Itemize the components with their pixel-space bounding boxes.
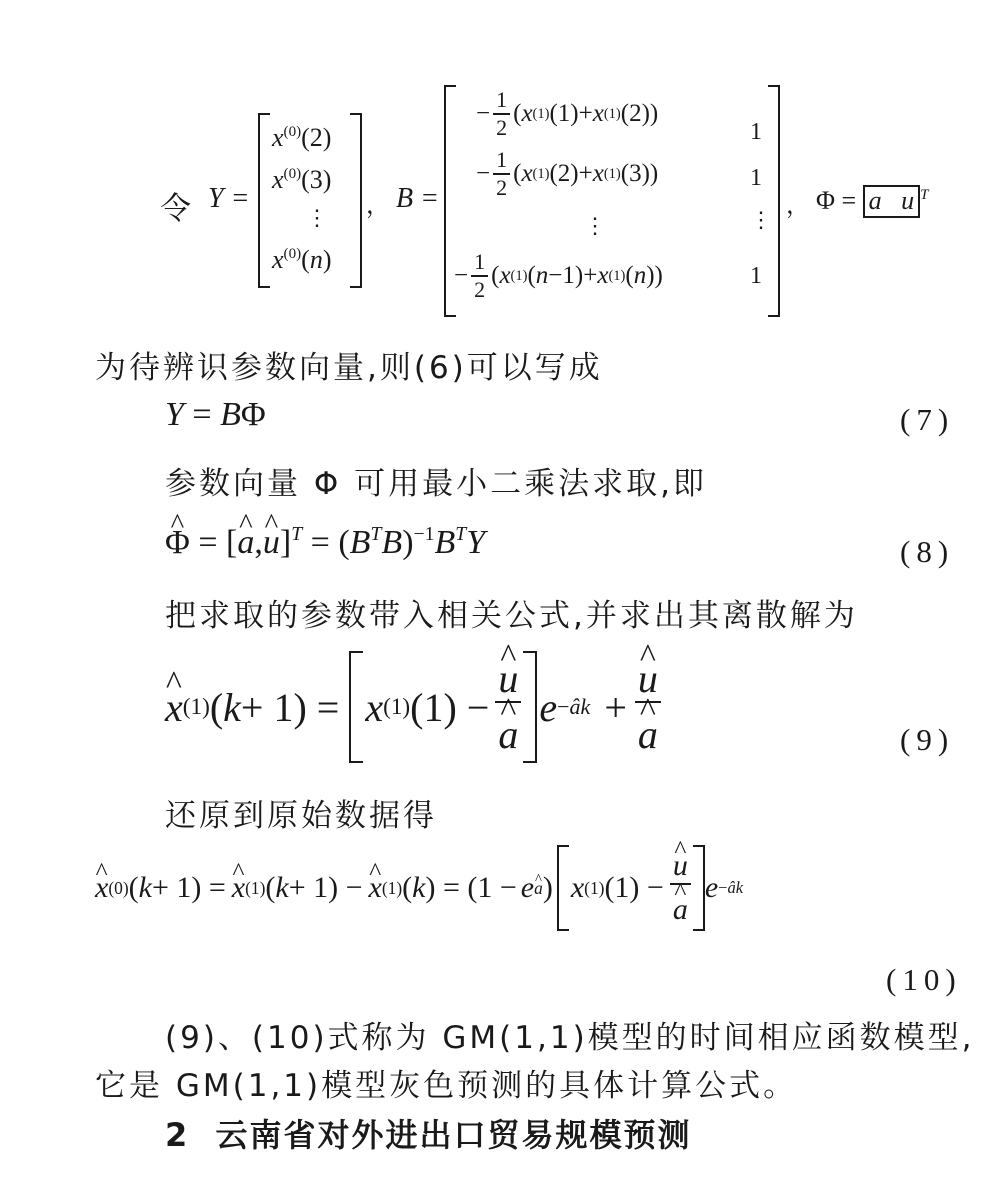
eq8-number: (8): [900, 534, 955, 569]
eq10-number: (10): [886, 962, 962, 997]
section-heading: 2 云南省对外进出口贸易规模预测: [165, 1116, 692, 1154]
text-line-5: (9)、(10)式称为 GM(1,1)模型的时间相应函数模型,: [165, 1020, 975, 1056]
text-line-1: 为待辨识参数向量,则(6)可以写成: [95, 350, 603, 386]
b-row-1: − $\frac{1}{2}$ ( x (1) (1)+ x (1) (2)): [476, 87, 659, 140]
b-row-n: − $\frac{1}{2}$ ( x (1) ( n −1)+ x (1) ( n )): [454, 249, 663, 302]
phi-definition: Φ = a u $^T$: [816, 185, 929, 218]
ling-char: 令: [160, 191, 194, 227]
text-line-2: 参数向量 Φ 可用最小二乘法求取,即: [165, 466, 707, 502]
eq9-number: (9): [900, 722, 955, 757]
text-line-4: 还原到原始数据得: [165, 798, 437, 834]
eq7-number: (7): [900, 402, 955, 437]
text-line-6: 它是 GM(1,1)模型灰色预测的具体计算公式。: [95, 1068, 798, 1104]
sep-2: ，: [786, 193, 810, 219]
y-equals: Y =: [208, 183, 250, 214]
sep-1: ，: [366, 193, 390, 219]
eq10-bracket: x (1) (1) − ^ u ^ a: [557, 845, 705, 931]
equation-9: ^ x (1) ( k + 1) = x (1) (1) − ^ u ^ a e −âk + ^ u ^ a: [165, 648, 661, 766]
b-matrix: [444, 85, 780, 317]
text-line-3: 把求取的参数带入相关公式,并求出其离散解为: [165, 598, 858, 634]
y-row-n: $x^{(0)}(n)$: [272, 245, 332, 274]
eq9-bracket: x (1) (1) − ^ u ^ a: [349, 651, 537, 763]
b-row-dots: ⋮: [584, 213, 606, 238]
y-vector: [258, 113, 362, 288]
b-row-dots-right: ⋮: [750, 207, 772, 232]
matrix-definition-line: [160, 85, 960, 320]
b-row-n-one: 1: [750, 263, 762, 289]
b-row-2-one: 1: [750, 165, 762, 191]
equation-7: Y = BΦ: [165, 396, 266, 433]
b-row-1-one: 1: [750, 119, 762, 145]
b-equals: B =: [396, 183, 439, 214]
equation-10: ^ x (0) ( k + 1) = ^ x (1) ( k + 1) − ^ x (1) ( k ) = (1 − e a ) x (1) (1) − ^ u ^ a e −âk: [95, 838, 743, 938]
y-row-1: $x^{(0)}(2)$: [272, 123, 332, 152]
y-row-2: $x^{(0)}(3)$: [272, 165, 332, 194]
b-row-2: − $\frac{1}{2}$ ( x (1) (2)+ x (1) (3)): [476, 147, 659, 200]
y-row-dots: ⋮: [306, 205, 328, 230]
equation-8: ^ Φ = [^ a,^ $u]^T = (B^TB)^{-1}B^TY$: [165, 524, 485, 562]
